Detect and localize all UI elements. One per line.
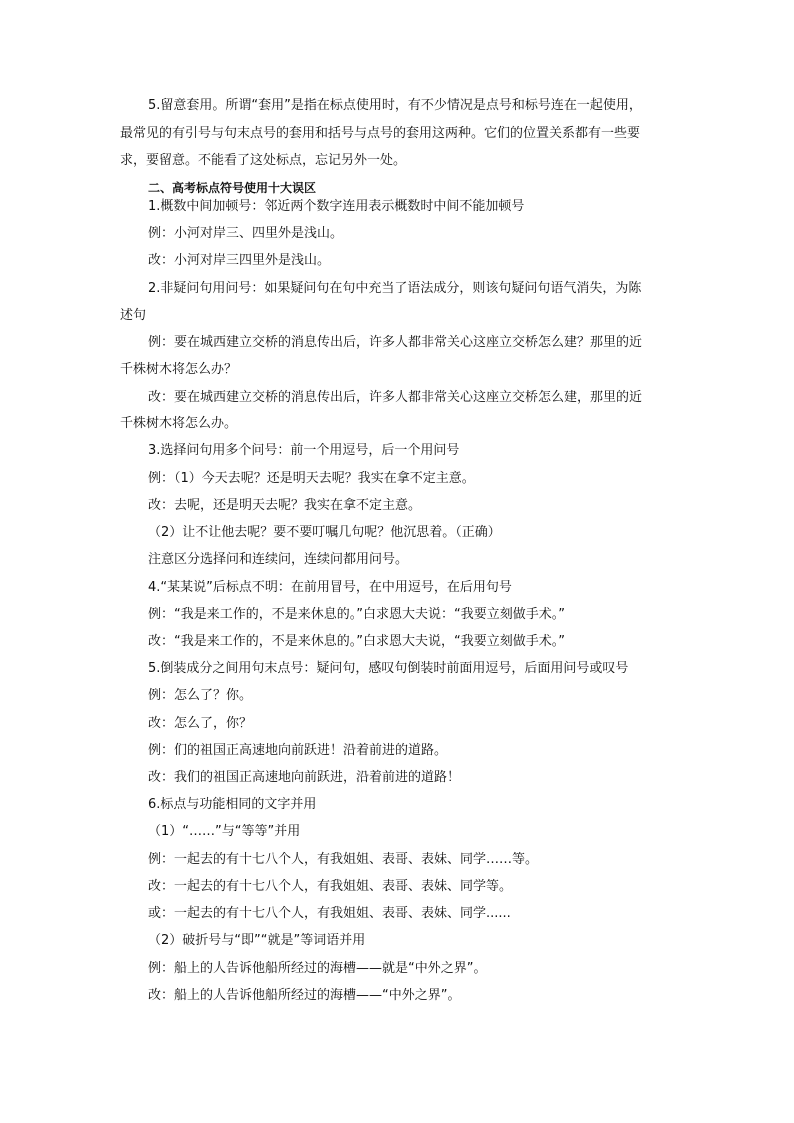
example-line: 例：（1）今天去呢？还是明天去呢？我实在拿不定主意。 (148, 471, 475, 486)
example-line: 例：小河对岸三、四里外是浅山。 (148, 226, 344, 241)
item-heading: 4.“某某说”后标点不明：在前用冒号，在中用逗号，在后用句号 (148, 580, 512, 595)
example-line: 例：怎么了？你。 (148, 688, 253, 703)
item-heading: 2.非疑问句用问号：如果疑问句在句中充当了语法成分，则该句疑问句语气消失，为陈 (148, 281, 642, 296)
correction-line: 改：怎么了，你？ (148, 716, 253, 731)
item-heading: 1.概数中间加顿号：邻近两个数字连用表示概数时中间不能加顿号 (148, 199, 525, 214)
example-line: 例：船上的人告诉他船所经过的海槽——就是“中外之界”。 (148, 961, 487, 976)
example-line: 例：一起去的有十七八个人，有我姐姐、表哥、表妹、同学……等。 (148, 852, 539, 867)
correction-line-continued: 千株树木将怎么办。 (120, 416, 238, 431)
item-heading: 3.选择问句用多个问号：前一个用逗号，后一个用问号 (148, 443, 460, 458)
correction-line: 改：要在城西建立交桥的消息传出后，许多人都非常关心这座立交桥怎么建，那里的近 (148, 390, 643, 405)
section-heading: 二、高考标点符号使用十大误区 (148, 181, 317, 195)
alternative-line: 或：一起去的有十七八个人，有我姐姐、表哥、表妹、同学...... (148, 906, 511, 921)
correction-line: 改：我们的祖国正高速地向前跃进，沿着前进的道路！ (148, 770, 461, 785)
correction-line: 改：一起去的有十七八个人，有我姐姐、表哥、表妹、同学等。 (148, 879, 513, 894)
sub-heading: （2）破折号与“即”“就是”等词语并用 (148, 933, 366, 948)
paragraph-line: 最常见的有引号与句末点号的套用和括号与点号的套用这两种。它们的位置关系都有一些要 (120, 126, 641, 141)
correction-line: 改：去呢，还是明天去呢？我实在拿不定主意。 (148, 498, 422, 513)
item-heading-continued: 述句 (120, 308, 147, 323)
note-line: 注意区分选择问和连续问，连续问都用问号。 (148, 552, 409, 567)
sub-heading: （1）“……”与“等等”并用 (148, 824, 301, 839)
example-line: 例：们的祖国正高速地向前跃进！沿着前进的道路。 (148, 743, 448, 758)
correction-line: 改：船上的人告诉他船所经过的海槽——“中外之界”。 (148, 988, 461, 1003)
paragraph-line: 求，要留意。不能看了这处标点，忘记另外一处。 (120, 153, 407, 168)
correction-line: 改：“我是来工作的，不是来休息的。”白求恩大夫说，“我要立刻做手术。” (148, 634, 565, 649)
item-heading: 6.标点与功能相同的文字并用 (148, 797, 317, 812)
item-heading: 5.倒装成分之间用句末点号：疑问句，感叹句倒装时前面用逗号，后面用问号或叹号 (148, 661, 629, 676)
example-line: （2）让不让他去呢？要不要叮嘱几句呢？他沉思着。（正确） (148, 525, 501, 540)
paragraph-line: 5.留意套用。所谓“套用”是指在标点使用时，有不少情况是点号和标号连在一起使用， (148, 98, 642, 113)
example-line-continued: 千株树木将怎么办？ (120, 362, 238, 377)
example-line: 例：要在城西建立交桥的消息传出后，许多人都非常关心这座立交桥怎么建？那里的近 (148, 335, 643, 350)
correction-line: 改：小河对岸三四里外是浅山。 (148, 253, 331, 268)
example-line: 例：“我是来工作的，不是来休息的。”白求恩大夫说：“我要立刻做手术。” (148, 607, 565, 622)
